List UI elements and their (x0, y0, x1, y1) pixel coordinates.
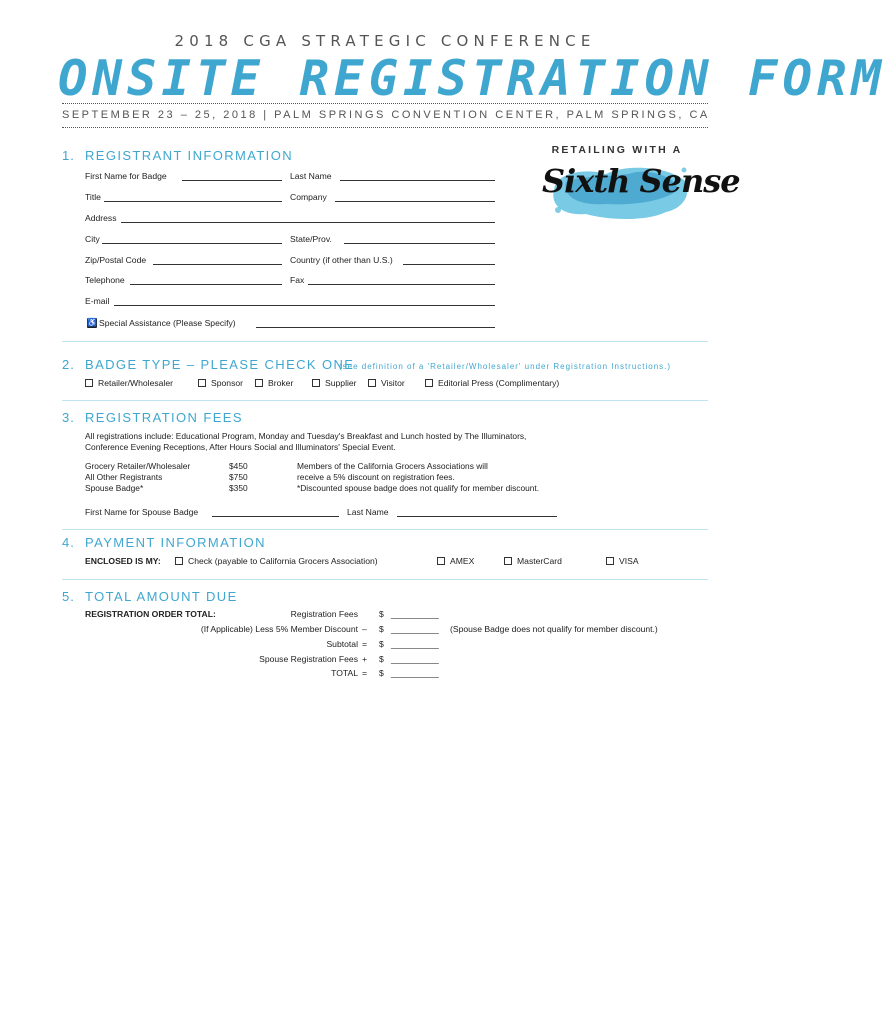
section-divider-2 (62, 400, 708, 401)
section-5-title: TOTAL AMOUNT DUE (85, 589, 238, 604)
total-row-subtotal-field[interactable]: __________ (391, 639, 439, 649)
title-divider-top (62, 103, 708, 104)
section-1-number: 1. (62, 148, 75, 163)
checkbox-icon[interactable] (425, 379, 433, 387)
checkbox-icon[interactable] (368, 379, 376, 387)
checkbox-icon[interactable] (175, 557, 183, 565)
fees-intro-line-2: Conference Evening Receptions, After Hours Social and Illuminators' Special Event. (85, 442, 396, 452)
last-name-field[interactable] (340, 171, 495, 181)
section-divider-1 (62, 341, 708, 342)
section-2-number: 2. (62, 357, 75, 372)
state-field[interactable] (344, 234, 495, 244)
logo-script-text: Sixth Sense (542, 162, 740, 200)
event-date-location: SEPTEMBER 23 – 25, 2018 | PALM SPRINGS CONVENTION CENTER, PALM SPRINGS, CA (62, 109, 710, 121)
fees-intro-line-1: All registrations include: Educational Program, Monday and Tuesday's Breakfast and Lunch hosted by The Illuminators, (85, 431, 527, 441)
total-row-total-currency: $ (379, 668, 384, 678)
total-row-subtotal-label: Subtotal (326, 639, 358, 649)
payment-option-check[interactable]: Check (payable to California Grocers Association) (175, 556, 378, 566)
member-note-line-1: Members of the California Grocers Associations will (297, 461, 488, 471)
enclosed-label: ENCLOSED IS MY: (85, 556, 161, 566)
telephone-label: Telephone (85, 275, 125, 285)
payment-option-mastercard[interactable]: MasterCard (504, 556, 562, 566)
badge-option-supplier[interactable]: Supplier (312, 378, 357, 388)
fee-label-retailer: Grocery Retailer/Wholesaler (85, 461, 191, 471)
total-row-subtotal-currency: $ (379, 639, 384, 649)
total-row-spouse-fees-label: Spouse Registration Fees (259, 654, 358, 664)
total-row-member-discount-field[interactable]: __________ (391, 624, 439, 634)
spouse-first-name-label: First Name for Spouse Badge (85, 507, 199, 517)
fee-price-retailer: $450 (229, 461, 248, 471)
city-label: City (85, 234, 100, 244)
section-divider-4 (62, 579, 708, 580)
total-row-subtotal-op: = (362, 639, 368, 649)
section-4-number: 4. (62, 535, 75, 550)
title-divider-bottom (62, 127, 708, 128)
total-row-member-discount-label: (If Applicable) Less 5% Member Discount (200, 624, 358, 634)
country-label: Country (if other than U.S.) (290, 255, 393, 265)
section-5-number: 5. (62, 589, 75, 604)
conference-title: 2018 CGA STRATEGIC CONFERENCE (174, 32, 596, 50)
telephone-field[interactable] (130, 275, 282, 285)
section-3-number: 3. (62, 410, 75, 425)
member-note-line-3: *Discounted spouse badge does not qualify for member discount. (297, 483, 540, 493)
member-note-line-2: receive a 5% discount on registration fees. (297, 472, 455, 482)
total-row-spouse-fees-op: + (362, 654, 368, 664)
wheelchair-icon: ♿ (87, 318, 97, 327)
total-row-spouse-fees-currency: $ (379, 654, 384, 664)
badge-option-visitor[interactable]: Visitor (368, 378, 405, 388)
first-name-field[interactable] (182, 171, 282, 181)
checkbox-icon[interactable] (255, 379, 263, 387)
zip-label: Zip/Postal Code (85, 255, 147, 265)
badge-option-broker[interactable]: Broker (255, 378, 293, 388)
total-row-member-discount-currency: $ (379, 624, 384, 634)
badge-option-retailer[interactable]: Retailer/Wholesaler (85, 378, 173, 388)
section-3-title: REGISTRATION FEES (85, 410, 243, 425)
fee-label-spouse: Spouse Badge* (85, 483, 144, 493)
spouse-first-name-field[interactable] (212, 507, 339, 517)
total-row-total-field[interactable]: __________ (391, 668, 439, 678)
total-row-total-label: TOTAL (331, 668, 358, 678)
address-label: Address (85, 213, 117, 223)
form-title: ONSITE REGISTRATION FORM (58, 50, 886, 107)
total-row-total-op: = (362, 668, 368, 678)
company-label: Company (290, 192, 327, 202)
fax-label: Fax (290, 275, 305, 285)
section-2-title: BADGE TYPE – PLEASE CHECK ONE (85, 357, 355, 372)
first-name-label: First Name for Badge (85, 171, 167, 181)
checkbox-icon[interactable] (312, 379, 320, 387)
email-label: E-mail (85, 296, 110, 306)
title-field[interactable] (104, 192, 282, 202)
country-field[interactable] (403, 255, 495, 265)
address-field[interactable] (121, 213, 495, 223)
section-4-title: PAYMENT INFORMATION (85, 535, 266, 550)
checkbox-icon[interactable] (85, 379, 93, 387)
sixth-sense-logo (542, 144, 740, 224)
total-row-registration-fees-currency: $ (379, 609, 384, 619)
fee-price-other: $750 (229, 472, 248, 482)
last-name-label: Last Name (290, 171, 332, 181)
title-label: Title (85, 192, 101, 202)
special-assistance-field[interactable] (256, 318, 495, 328)
state-label: State/Prov. (290, 234, 332, 244)
checkbox-icon[interactable] (504, 557, 512, 565)
logo-tagline: RETAILING WITH A (551, 144, 683, 156)
order-total-label: REGISTRATION ORDER TOTAL: (85, 609, 216, 619)
spouse-last-name-label: Last Name (347, 507, 389, 517)
city-field[interactable] (102, 234, 282, 244)
special-assistance-label: Special Assistance (Please Specify) (99, 318, 236, 328)
email-field[interactable] (114, 296, 495, 306)
zip-field[interactable] (153, 255, 282, 265)
company-field[interactable] (335, 192, 495, 202)
fee-price-spouse: $350 (229, 483, 248, 493)
checkbox-icon[interactable] (606, 557, 614, 565)
total-row-member-discount-op: – (362, 624, 367, 634)
payment-option-visa[interactable]: VISA (606, 556, 639, 566)
total-row-registration-fees-field[interactable]: __________ (391, 609, 439, 619)
total-row-spouse-fees-field[interactable]: __________ (391, 654, 439, 664)
section-2-note: (see definition of a 'Retailer/Wholesaler' under Registration Instructions.) (339, 362, 672, 371)
payment-option-amex[interactable]: AMEX (437, 556, 474, 566)
total-row-registration-fees-label: Registration Fees (290, 609, 358, 619)
checkbox-icon[interactable] (437, 557, 445, 565)
spouse-last-name-field[interactable] (397, 507, 557, 517)
badge-option-press[interactable]: Editorial Press (Complimentary) (425, 378, 559, 388)
section-divider-3 (62, 529, 708, 530)
fax-field[interactable] (308, 275, 495, 285)
spouse-discount-note: (Spouse Badge does not qualify for member discount.) (450, 624, 658, 634)
badge-option-sponsor[interactable]: Sponsor (198, 378, 243, 388)
section-1-title: REGISTRANT INFORMATION (85, 148, 293, 163)
fee-label-other: All Other Registrants (85, 472, 163, 482)
checkbox-icon[interactable] (198, 379, 206, 387)
